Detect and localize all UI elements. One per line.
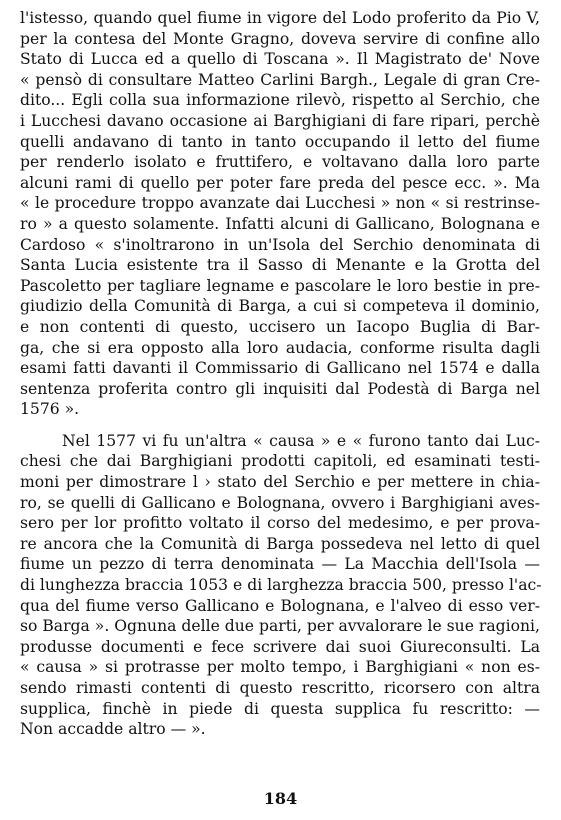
- text-line: sentenza proferita contro gli inquisiti dal Podestà di Barga nel: [20, 379, 540, 398]
- page-number: 184: [263, 789, 298, 808]
- text-line: produsse documenti e fece scrivere dai suoi Giureconsulti. La: [20, 637, 540, 656]
- paragraph-1: [20, 8, 540, 420]
- text-line: alcuni rami di quello per poter fare preda del pesce ecc. ». Ma: [20, 173, 540, 192]
- text-line: « pensò di consultare Matteo Carlini Bargh., Legale di gran Cre-: [20, 70, 540, 89]
- text-line: Pascoletto per tagliare legname e pascolare le loro bestie in pre-: [20, 276, 540, 295]
- text-line: i Lucchesi davano occasione ai Barghigiani di fare ripari, perchè: [20, 111, 540, 130]
- text-line: Stato di Lucca ed a quello di Toscana ». Il Magistrato de' Nove: [20, 50, 540, 69]
- text-line: ro, se quelli di Gallicano e Bolognana, ovvero i Barghigiani aves-: [20, 493, 540, 512]
- text-line: Non accadde altro — ».: [20, 720, 206, 739]
- page-body: [20, 8, 540, 740]
- text-line: sero per lor profitto voltato il corso del medesimo, e per prova-: [20, 514, 540, 533]
- text-line: « le procedure troppo avanzate dai Lucchesi » non « si restrinse-: [20, 194, 540, 213]
- text-line: ga, che si era opposto alla loro audacia, conforme risulta dagli: [20, 338, 540, 357]
- text-line: supplica, finchè in piede di questa supplica fu rescritto: —: [20, 699, 540, 718]
- text-line: fiume un pezzo di terra denominata — La Macchia dell'Isola —: [20, 555, 540, 574]
- text-line: moni per dimostrare l › stato del Serchio e per mettere in chia-: [20, 473, 540, 492]
- text-line: ro » a questo solamente. Infatti alcuni di Gallicano, Bolognana e: [20, 214, 540, 233]
- text-line: e non contenti di questo, uccisero un Iacopo Buglia di Bar-: [20, 317, 540, 336]
- text-line: so Barga ». Ognuna delle due parti, per avvalorare le sue ragioni,: [20, 617, 540, 636]
- text-line: giudizio della Comunità di Barga, a cui si competeva il dominio,: [20, 297, 540, 316]
- text-line: sendo rimasti contenti di questo rescritto, ricorsero con altra: [20, 679, 540, 697]
- text-line: re ancora che la Comunità di Barga possedeva nel letto di quel: [20, 534, 540, 553]
- text-line: Cardoso « s'inoltrarono in un'Isola del Serchio denominata di: [20, 235, 540, 254]
- text-line: 1576 ».: [20, 400, 80, 419]
- paragraph-2: [20, 431, 540, 740]
- text-line: qua del fiume verso Gallicano e Bolognana, e l'alveo di esso ver-: [20, 596, 540, 615]
- text-line: esami fatti davanti il Commissario di Gallicano nel 1574 e dalla: [20, 359, 540, 378]
- text-line: dito... Egli colla sua informazione rilevò, rispetto al Serchio, che: [20, 91, 540, 110]
- text-line: di lunghezza braccia 1053 e di larghezza braccia 500, presso l'ac-: [20, 576, 542, 595]
- text-line: per la contesa del Monte Gragno, doveva servire di confine allo: [20, 29, 540, 48]
- text-line: « causa » si protrasse per molto tempo, i Barghigiani « non es-: [20, 658, 540, 677]
- text-line: quelli andavano di tanto in tanto occupando il letto del fiume: [20, 132, 540, 151]
- text-line: per renderlo isolato e fruttifero, e voltavano dalla loro parte: [20, 153, 540, 172]
- text-line: Nel 1577 vi fu un'altra « causa » e « furono tanto dai Luc-: [62, 431, 540, 450]
- paragraph-spacer: [20, 420, 540, 431]
- text-line: chesi che dai Barghigiani prodotti capitoli, ed esaminati testi-: [20, 452, 540, 471]
- text-line: Santa Lucia esistente tra il Sasso di Menante e la Grotta del: [20, 256, 540, 275]
- text-line: l'istesso, quando quel fiume in vigore del Lodo proferito da Pio V,: [20, 9, 540, 27]
